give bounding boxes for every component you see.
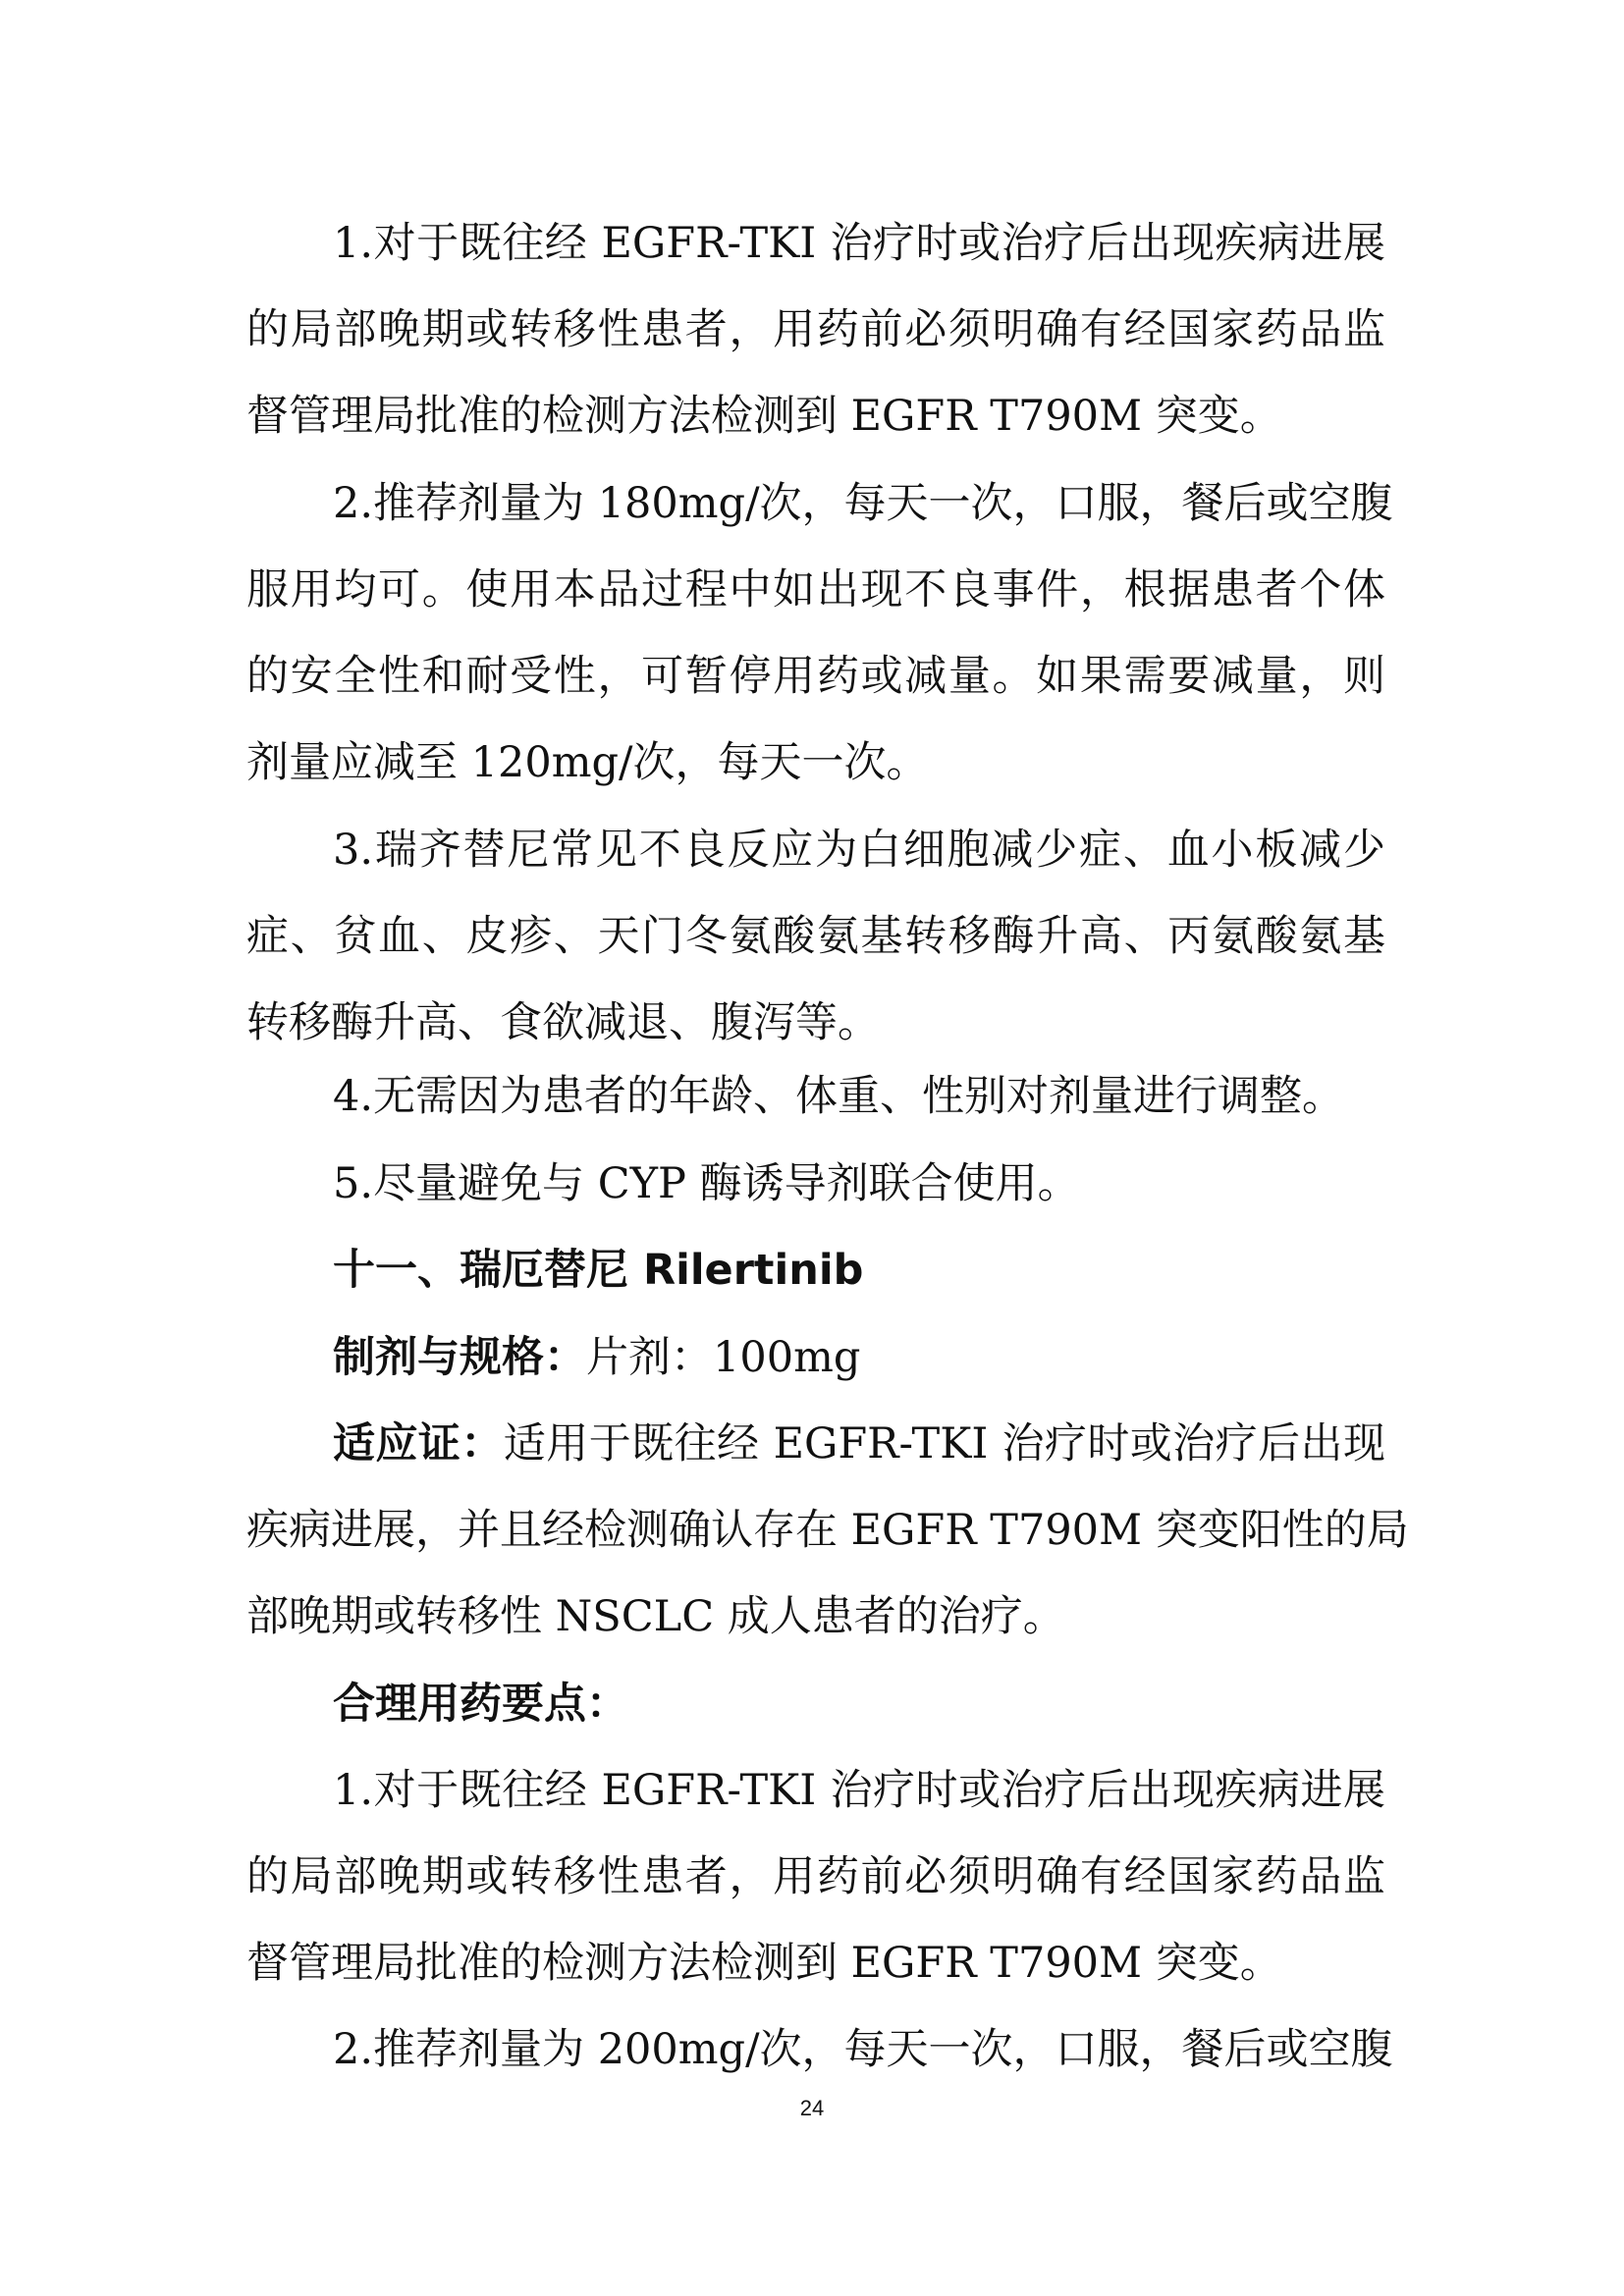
paragraph-line: 服用均可。使用本品过程中如出现不良事件，根据患者个体	[246, 565, 1385, 614]
indication-line	[333, 1415, 1385, 1473]
paragraph-line: 的局部晚期或转移性患者，用药前必须明确有经国家药品监	[246, 305, 1385, 354]
paragraph-line: 1.对于既往经 EGFR-TKI 治疗时或治疗后出现疾病进展	[333, 1766, 1385, 1815]
indication-label: 适应证：	[333, 1419, 504, 1468]
paragraph-line: 4.无需因为患者的年龄、体重、性别对剂量进行调整。	[333, 1072, 1345, 1121]
paragraph-line: 疾病进展，并且经检测确认存在 EGFR T790M 突变阳性的局	[246, 1506, 1409, 1555]
formulation-value: 片剂：100mg	[586, 1333, 861, 1382]
paragraph-line: 剂量应减至 120mg/次，每天一次。	[246, 738, 929, 787]
paragraph-line: 症、贫血、皮疹、天门冬氨酸氨基转移酶升高、丙氨酸氨基	[246, 912, 1385, 961]
paragraph-line: 督管理局批准的检测方法检测到 EGFR T790M 突变。	[246, 1939, 1282, 1988]
paragraph-line: 部晚期或转移性 NSCLC 成人患者的治疗。	[246, 1592, 1065, 1641]
indication-text: 适用于既往经 EGFR-TKI 治疗时或治疗后出现	[503, 1419, 1386, 1468]
paragraph-line: 1.对于既往经 EGFR-TKI 治疗时或治疗后出现疾病进展	[333, 219, 1385, 268]
formulation-label: 制剂与规格：	[333, 1333, 586, 1382]
formulation-line	[333, 1328, 1385, 1387]
paragraph-line: 5.尽量避免与 CYP 酶诱导剂联合使用。	[333, 1159, 1080, 1208]
subsection-heading: 合理用药要点：	[333, 1680, 628, 1729]
page-number: 24	[799, 2096, 825, 2120]
paragraph-line: 的局部晚期或转移性患者，用药前必须明确有经国家药品监	[246, 1852, 1385, 1901]
paragraph-line: 督管理局批准的检测方法检测到 EGFR T790M 突变。	[246, 392, 1282, 441]
paragraph-line: 转移酶升高、食欲减退、腹泻等。	[246, 998, 880, 1047]
paragraph-line: 的安全性和耐受性，可暂停用药或减量。如果需要减量，则	[246, 652, 1385, 701]
section-heading: 十一、瑞厄替尼 Rilertinib	[333, 1246, 864, 1295]
paragraph-line: 3.瑞齐替尼常见不良反应为白细胞减少症、血小板减少	[333, 826, 1385, 875]
paragraph-line: 2.推荐剂量为 180mg/次，每天一次，口服，餐后或空腹	[333, 479, 1393, 528]
paragraph-line: 2.推荐剂量为 200mg/次，每天一次，口服，餐后或空腹	[333, 2025, 1393, 2074]
